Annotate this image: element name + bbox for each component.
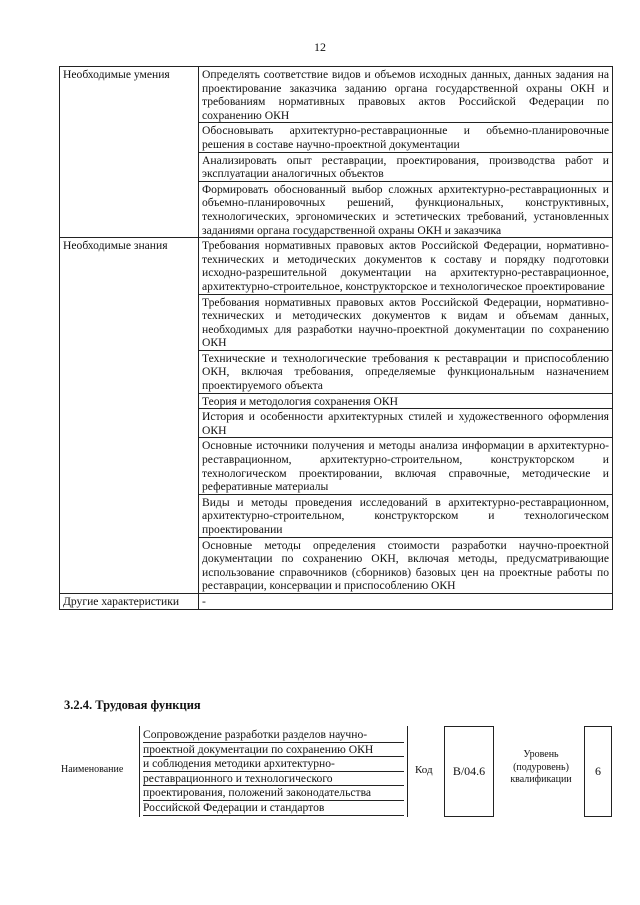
section-title: 3.2.4. Трудовая функция (64, 698, 201, 712)
requirement-item: Технические и технологические требования к реставрации и приспособлению ОКН, включая требования, определяемые функциональным назначением проектируемого объекта (199, 350, 613, 393)
name-line: проектной документации по сохранению ОКН (143, 743, 404, 758)
row-label: Другие характеристики (60, 593, 199, 609)
requirement-item: - (199, 593, 613, 609)
row-label: Необходимые умения (60, 67, 199, 238)
name-line: и соблюдения методики архитектурно- (143, 757, 404, 772)
requirement-item: История и особенности архитектурных стилей и художественного оформления ОКН (199, 409, 613, 438)
name-line: Сопровождение разработки разделов научно- (143, 728, 404, 743)
table-row (60, 593, 613, 609)
table-row (60, 238, 613, 294)
requirement-item: Анализировать опыт реставрации, проектирования, производства работ и эксплуатации аналогичных объектов (199, 152, 613, 181)
code-label: Код (415, 764, 433, 776)
name-line: проектирования, положений законодательства (143, 786, 404, 801)
requirements-table (59, 66, 613, 610)
requirement-item: Требования нормативных правовых актов Российской Федерации, нормативно-технических и методических документов к видам и объемам данных, необходимых для разработки научно-проектной документации по сохранению ОКН (199, 294, 613, 350)
requirement-item: Формировать обоснованный выбор сложных архитектурно-реставрационных и объемно-планировочных решений, функциональных, конструктивных, технологических, эргономических и эстетических требований, установленных заданиями органа государственной охраны ОКН и заказчика (199, 181, 613, 237)
code-value: B/04.6 (444, 726, 494, 817)
name-line: реставрационного и технологического (143, 772, 404, 787)
qualification-level-value: 6 (584, 726, 612, 817)
page-number: 12 (314, 40, 326, 54)
requirement-item: Виды и методы проведения исследований в архитектурно-реставрационном, архитектурно-строительном, конструкторском и технологическом проектировании (199, 494, 613, 537)
requirement-item: Основные методы определения стоимости разработки научно-проектной документации по сохранению ОКН, включая методы, предусматривающие использование справочников (сборников) базовых цен на проектные работы по реставрации, консервации и приспособлению ОКН (199, 537, 613, 593)
requirement-item: Обосновывать архитектурно-реставрационные и объемно-планировочные решения в составе научно-проектной документации (199, 123, 613, 152)
requirement-item: Требования нормативных правовых актов Российской Федерации, нормативно-технических и методических документов к составу и порядку подготовки исходно-разрешительной документации на архитектурно-реставрационное, архитектурно-строительное, конструкторское и технологическое проектирование (199, 238, 613, 294)
requirement-item: Основные источники получения и методы анализа информации в архитектурно-реставрационном, архитектурно-строительном, конструкторском и технологическом проектировании, включая справочные, методические и реферативные материалы (199, 438, 613, 494)
requirement-item: Теория и методология сохранения ОКН (199, 393, 613, 409)
qualification-level-label: Уровень (подуровень) квалификации (510, 749, 572, 785)
name-line: Российской Федерации и стандартов (143, 801, 404, 816)
row-label: Необходимые знания (60, 238, 199, 594)
name-label: Наименование (61, 764, 124, 775)
requirement-item: Определять соответствие видов и объемов исходных данных, данных задания на проектирование заказчика заданию органа государственной охраны ОКН и требованиям нормативных правовых актов Российской Федерации по сохранению ОКН (199, 67, 613, 123)
table-row (60, 67, 613, 123)
labor-function-name (139, 726, 408, 817)
